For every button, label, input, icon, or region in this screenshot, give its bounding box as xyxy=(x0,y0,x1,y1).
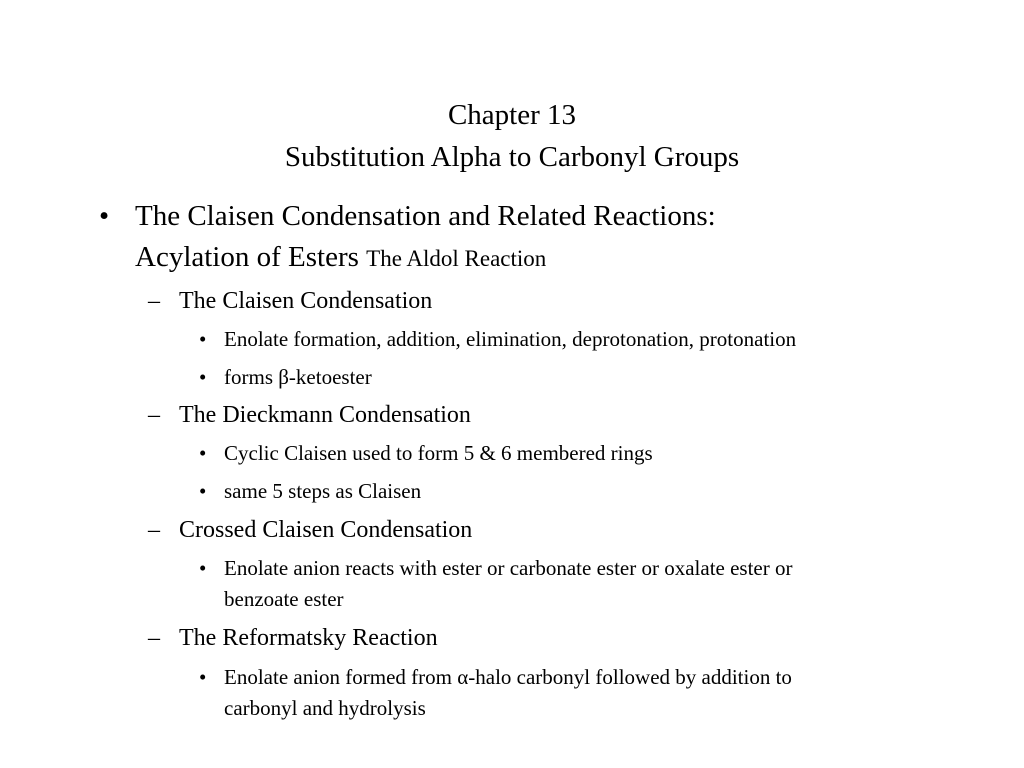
section-3-point-1-dot: • xyxy=(199,556,207,580)
section-4-point-1-line-1: Enolate anion formed from α-halo carbonyl followed by addition to xyxy=(224,665,792,689)
section-3-point-1-line-2: benzoate ester xyxy=(224,587,344,611)
section-4-point-1-line-2: carbonyl and hydrolysis xyxy=(224,696,426,720)
section-1-point-2-dot: • xyxy=(199,365,207,389)
section-2-point-2: same 5 steps as Claisen xyxy=(224,479,422,503)
main-bullet-text-line-2-main: Acylation of Esters xyxy=(135,241,359,273)
main-bullet-marker: • xyxy=(99,200,110,232)
section-3-dash: – xyxy=(148,517,160,543)
section-2-point-1: Cyclic Claisen used to form 5 & 6 membered rings xyxy=(224,441,653,465)
section-1-point-1: Enolate formation, addition, elimination, deprotonation, protonation xyxy=(224,327,797,351)
section-2-point-1-dot: • xyxy=(199,441,207,465)
section-2-dash: – xyxy=(148,402,160,428)
section-3-heading: Crossed Claisen Condensation xyxy=(179,517,473,543)
section-4-dash: – xyxy=(148,625,160,651)
section-3-point-1-line-1: Enolate anion reacts with ester or carbonate ester or oxalate ester or xyxy=(224,556,793,580)
main-bullet-text-line-1: The Claisen Condensation and Related Reactions: xyxy=(135,200,716,232)
section-1-point-1-dot: • xyxy=(199,327,207,351)
section-1-dash: – xyxy=(148,288,160,314)
title-line-2: Substitution Alpha to Carbonyl Groups xyxy=(284,141,740,173)
section-1-point-2: forms β-ketoester xyxy=(224,365,372,389)
title-line-1: Chapter 13 xyxy=(447,99,577,131)
main-bullet-suffix: The Aldol Reaction xyxy=(366,246,547,271)
section-1-heading: The Claisen Condensation xyxy=(179,288,433,314)
section-4-heading: The Reformatsky Reaction xyxy=(179,625,438,651)
section-4-point-1-dot: • xyxy=(199,665,207,689)
section-2-heading: The Dieckmann Condensation xyxy=(179,402,471,428)
main-bullet-text-line-2 xyxy=(135,237,546,279)
section-2-point-2-dot: • xyxy=(199,479,207,503)
